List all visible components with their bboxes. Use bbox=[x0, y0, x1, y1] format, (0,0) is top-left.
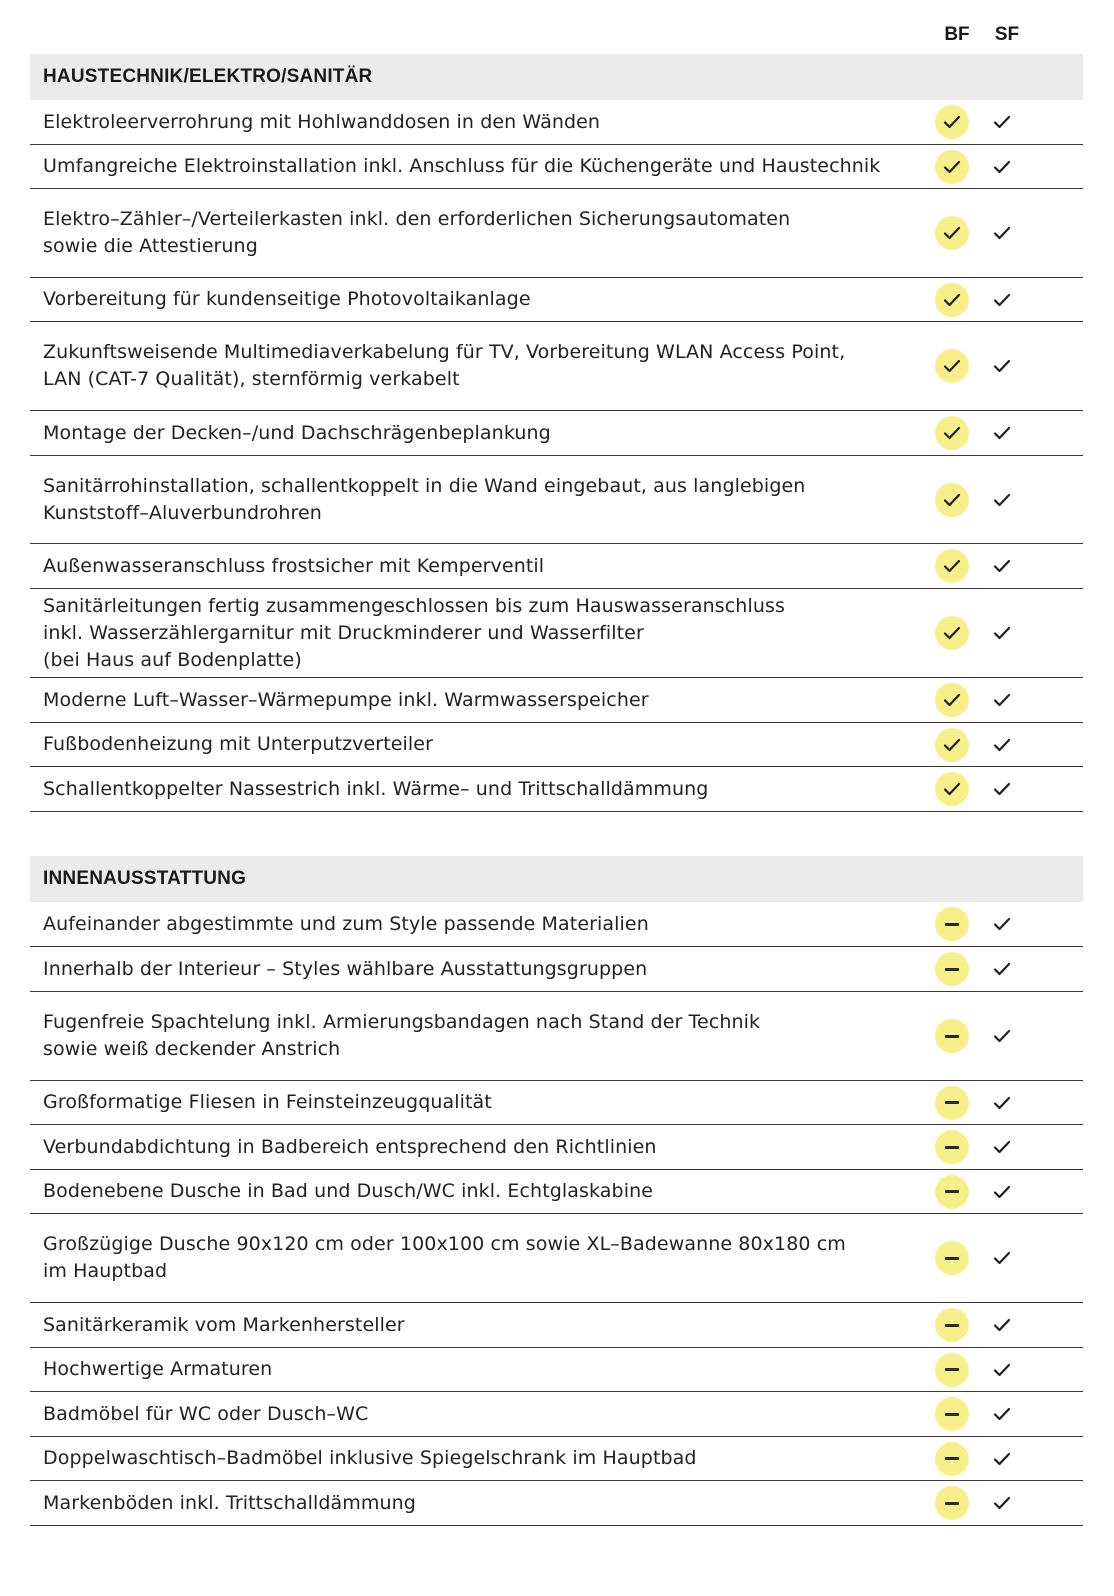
row-label: Sanitärleitungen fertig zusammengeschlossen bis zum Hauswasseranschluss inkl. Wasserzählergarnitur mit Druckminderer und Wasserfilter (bei Haus auf Bodenplatte) bbox=[43, 594, 785, 671]
row-label: Zukunftsweisende Multimediaverkabelung für TV, Vorbereitung WLAN Access Point, LAN (CAT-7 Qualität), sternförmig verkabelt bbox=[43, 341, 846, 390]
check-icon bbox=[993, 1185, 1011, 1199]
bf-cell bbox=[935, 1130, 969, 1164]
check-icon bbox=[993, 1407, 1011, 1421]
dash-icon bbox=[935, 1019, 969, 1053]
bf-cell bbox=[935, 616, 969, 650]
row-label: Fugenfreie Spachtelung inkl. Armierungsbandagen nach Stand der Technik sowie weiß deckender Anstrich bbox=[43, 1011, 761, 1060]
check-icon bbox=[993, 962, 1011, 976]
check-icon bbox=[993, 1096, 1011, 1110]
table-row bbox=[30, 1348, 1083, 1392]
bf-cell bbox=[935, 1241, 969, 1275]
dash-icon bbox=[935, 1175, 969, 1209]
row-label: Schallentkoppelter Nassestrich inkl. Wärme– und Trittschalldämmung bbox=[43, 777, 709, 800]
table-row bbox=[30, 1214, 1083, 1303]
bf-cell bbox=[935, 1442, 969, 1476]
row-label: Aufeinander abgestimmte und zum Style passende Materialien bbox=[43, 912, 649, 935]
check-icon bbox=[993, 693, 1011, 707]
row-label: Elektro–Zähler–/Verteilerkasten inkl. den erforderlichen Sicherungsautomaten sowie die Attestierung bbox=[43, 208, 791, 257]
table-row bbox=[30, 1170, 1083, 1214]
section-haustechnik bbox=[30, 54, 1083, 812]
table-row bbox=[30, 902, 1083, 947]
table-row bbox=[30, 145, 1083, 189]
dash-icon bbox=[935, 1486, 969, 1520]
check-icon bbox=[935, 150, 969, 184]
bf-cell bbox=[935, 952, 969, 986]
bf-cell bbox=[935, 283, 969, 317]
bf-cell bbox=[935, 349, 969, 383]
row-label: Bodenebene Dusche in Bad und Dusch/WC inkl. Echtglaskabine bbox=[43, 1180, 654, 1202]
bf-cell bbox=[935, 1308, 969, 1342]
check-icon bbox=[993, 293, 1011, 307]
table-row bbox=[30, 767, 1083, 812]
check-icon bbox=[935, 549, 969, 583]
table-row bbox=[30, 1081, 1083, 1125]
row-label: Großzügige Dusche 90x120 cm oder 100x100 cm sowie XL–Badewanne 80x180 cm im Hauptbad bbox=[43, 1233, 846, 1282]
bf-cell bbox=[935, 1086, 969, 1120]
table-row bbox=[30, 1303, 1083, 1348]
table-row bbox=[30, 322, 1083, 411]
dash-icon bbox=[935, 1353, 969, 1387]
row-label: Innerhalb der Interieur – Styles wählbare Ausstattungsgruppen bbox=[43, 957, 648, 980]
table-row bbox=[30, 411, 1083, 456]
row-label: Fußbodenheizung mit Unterputzverteiler bbox=[43, 733, 433, 755]
bf-cell bbox=[935, 150, 969, 184]
check-icon bbox=[993, 226, 1011, 240]
row-label: Markenböden inkl. Trittschalldämmung bbox=[43, 1491, 416, 1514]
bf-cell bbox=[935, 683, 969, 717]
check-icon bbox=[993, 1029, 1011, 1043]
table-row bbox=[30, 723, 1083, 767]
section-title: INNENAUSSTATTUNG bbox=[30, 856, 1083, 902]
check-icon bbox=[993, 1363, 1011, 1377]
table-row bbox=[30, 189, 1083, 278]
dash-icon bbox=[935, 1241, 969, 1275]
dash-icon bbox=[935, 1308, 969, 1342]
check-icon bbox=[993, 115, 1011, 129]
check-icon bbox=[993, 160, 1011, 174]
table-row bbox=[30, 589, 1083, 678]
check-icon bbox=[993, 1318, 1011, 1332]
bf-cell bbox=[935, 772, 969, 806]
table-row bbox=[30, 1481, 1083, 1526]
check-icon bbox=[993, 426, 1011, 440]
table-row bbox=[30, 544, 1083, 589]
check-icon bbox=[935, 772, 969, 806]
table-row bbox=[30, 278, 1083, 322]
row-label: Vorbereitung für kundenseitige Photovoltaikanlage bbox=[43, 288, 531, 310]
row-label: Moderne Luft–Wasser–Wärmepumpe inkl. Warmwasserspeicher bbox=[43, 688, 649, 711]
check-icon bbox=[935, 683, 969, 717]
section-title: HAUSTECHNIK/ELEKTRO/SANITÄR bbox=[30, 54, 1083, 100]
bf-cell bbox=[935, 1019, 969, 1053]
check-icon bbox=[935, 105, 969, 139]
check-icon bbox=[935, 349, 969, 383]
bf-cell bbox=[935, 1353, 969, 1387]
table-row bbox=[30, 678, 1083, 723]
table-row bbox=[30, 1125, 1083, 1170]
row-label: Elektroleerverrohrung mit Hohlwanddosen in den Wänden bbox=[43, 110, 601, 133]
check-icon bbox=[993, 559, 1011, 573]
row-label: Badmöbel für WC oder Dusch–WC bbox=[43, 1402, 369, 1425]
check-icon bbox=[935, 728, 969, 762]
column-header-bf: BF bbox=[944, 24, 970, 45]
bf-cell bbox=[935, 549, 969, 583]
table-row bbox=[30, 1437, 1083, 1481]
bf-cell bbox=[935, 728, 969, 762]
bf-cell bbox=[935, 416, 969, 450]
row-label: Außenwasseranschluss frostsicher mit Kemperventil bbox=[43, 554, 545, 577]
check-icon bbox=[993, 1496, 1011, 1510]
check-icon bbox=[935, 416, 969, 450]
row-label: Verbundabdichtung in Badbereich entsprechend den Richtlinien bbox=[43, 1135, 657, 1158]
table-row bbox=[30, 1392, 1083, 1437]
row-label: Doppelwaschtisch–Badmöbel inklusive Spiegelschrank im Hauptbad bbox=[43, 1447, 697, 1469]
bf-cell bbox=[935, 1175, 969, 1209]
row-label: Umfangreiche Elektroinstallation inkl. Anschluss für die Küchengeräte und Haustechnik bbox=[43, 155, 881, 177]
bf-cell bbox=[935, 907, 969, 941]
section-innenausstattung bbox=[30, 856, 1083, 1526]
table-row bbox=[30, 947, 1083, 992]
check-icon bbox=[993, 738, 1011, 752]
bf-cell bbox=[935, 105, 969, 139]
check-icon bbox=[993, 1251, 1011, 1265]
table-row bbox=[30, 992, 1083, 1081]
row-label: Hochwertige Armaturen bbox=[43, 1358, 273, 1380]
check-icon bbox=[993, 359, 1011, 373]
check-icon bbox=[993, 917, 1011, 931]
table-row bbox=[30, 100, 1083, 145]
bf-cell bbox=[935, 216, 969, 250]
check-icon bbox=[935, 616, 969, 650]
dash-icon bbox=[935, 1086, 969, 1120]
dash-icon bbox=[935, 1397, 969, 1431]
row-label: Montage der Decken–/und Dachschrägenbeplankung bbox=[43, 421, 551, 444]
bf-cell bbox=[935, 1397, 969, 1431]
column-header-sf: SF bbox=[994, 24, 1020, 45]
check-icon bbox=[993, 493, 1011, 507]
dash-icon bbox=[935, 1442, 969, 1476]
bf-cell bbox=[935, 1486, 969, 1520]
table-row bbox=[30, 456, 1083, 544]
check-icon bbox=[993, 1140, 1011, 1154]
check-icon bbox=[935, 283, 969, 317]
dash-icon bbox=[935, 1130, 969, 1164]
row-label: Sanitärrohinstallation, schallentkoppelt in die Wand eingebaut, aus langlebigen Kunststoff–Aluverbundrohren bbox=[43, 474, 806, 524]
row-label: Großformatige Fliesen in Feinsteinzeugqualität bbox=[43, 1091, 492, 1113]
check-icon bbox=[993, 1452, 1011, 1466]
check-icon bbox=[993, 626, 1011, 640]
bf-cell bbox=[935, 483, 969, 517]
check-icon bbox=[993, 782, 1011, 796]
dash-icon bbox=[935, 907, 969, 941]
check-icon bbox=[935, 483, 969, 517]
dash-icon bbox=[935, 952, 969, 986]
row-label: Sanitärkeramik vom Markenhersteller bbox=[43, 1313, 405, 1336]
check-icon bbox=[935, 216, 969, 250]
